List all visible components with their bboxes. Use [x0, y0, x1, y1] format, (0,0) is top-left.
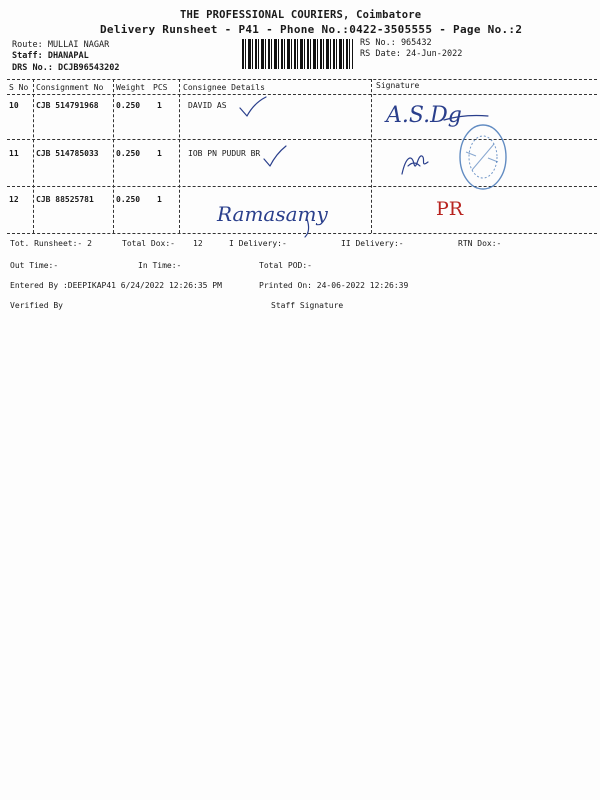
row-weight: 0.250 — [116, 195, 141, 204]
rs-number: RS No.: 965432 — [360, 38, 432, 48]
row-pcs: 1 — [157, 195, 162, 204]
col-header-consignee: Consignee Details — [183, 83, 265, 92]
row-divider — [7, 139, 597, 140]
row-weight: 0.250 — [116, 101, 141, 110]
table-header-border — [7, 94, 597, 95]
tot-runsheet: Tot. Runsheet:- 2 — [10, 239, 92, 248]
column-divider — [113, 79, 114, 233]
col-header-consignment: Consignment No — [36, 83, 104, 92]
row-sno: 10 — [9, 101, 19, 110]
company-title: THE PROFESSIONAL COURIERS, Coimbatore — [180, 9, 422, 21]
total-dox-value: 12 — [193, 239, 203, 248]
receiver-name: Ramasamy — [217, 202, 328, 226]
ii-delivery: II Delivery:- — [341, 239, 404, 248]
row-consignment: CJB 514785033 — [36, 149, 99, 158]
column-divider — [179, 79, 180, 233]
staff-signature: Staff Signature — [271, 301, 344, 310]
printed-on: Printed On: 24-06-2022 12:26:39 — [259, 281, 409, 290]
barcode-image — [242, 39, 353, 69]
row-consignment: CJB 514791968 — [36, 101, 99, 110]
col-header-signature: Signature — [376, 81, 420, 90]
row-consignee: IOB PN PUDUR BR — [188, 149, 261, 158]
row-sno: 12 — [9, 195, 19, 204]
column-divider — [33, 79, 34, 233]
total-pod: Total POD:- — [259, 261, 312, 270]
signature-scribble — [400, 150, 432, 178]
col-header-weight: Weight — [116, 83, 145, 92]
col-header-pcs: PCS — [153, 83, 168, 92]
verified-by: Verified By — [10, 301, 63, 310]
total-dox-label: Total Dox:- — [122, 239, 175, 248]
out-time: Out Time:- — [10, 261, 59, 270]
red-initials — [434, 193, 480, 221]
rs-date: RS Date: 24-Jun-2022 — [360, 49, 463, 59]
row-divider — [7, 186, 597, 187]
drs-number: DRS No.: DCJB96543202 — [12, 63, 120, 73]
checkmark-icon — [238, 95, 268, 119]
route-label: Route: MULLAI NAGAR — [12, 40, 110, 50]
receiver-name-handwriting — [215, 195, 335, 239]
row-sno: 11 — [9, 149, 19, 158]
in-time: In Time:- — [138, 261, 182, 270]
i-delivery: I Delivery:- — [229, 239, 287, 248]
column-divider — [371, 79, 372, 233]
entered-by: Entered By :DEEPIKAP41 6/24/2022 12:26:35 PM — [10, 281, 222, 290]
staff-label: Staff: DHANAPAL — [12, 51, 89, 61]
company-stamp — [458, 122, 508, 192]
row-pcs: 1 — [157, 149, 162, 158]
col-header-sno: S No — [9, 83, 29, 92]
initials-text: PR — [436, 198, 464, 220]
checkmark-icon — [262, 144, 288, 168]
signature-text: A.S.Dg — [386, 103, 462, 128]
row-consignee: DAVID AS — [188, 101, 227, 110]
row-pcs: 1 — [157, 101, 162, 110]
row-consignment: CJB 88525781 — [36, 195, 94, 204]
row-weight: 0.250 — [116, 149, 141, 158]
runsheet-subtitle: Delivery Runsheet - P41 - Phone No.:0422-3505555 - Page No.:2 — [100, 23, 523, 36]
table-top-border — [7, 79, 597, 80]
rtn-dox: RTN Dox:- — [458, 239, 502, 248]
